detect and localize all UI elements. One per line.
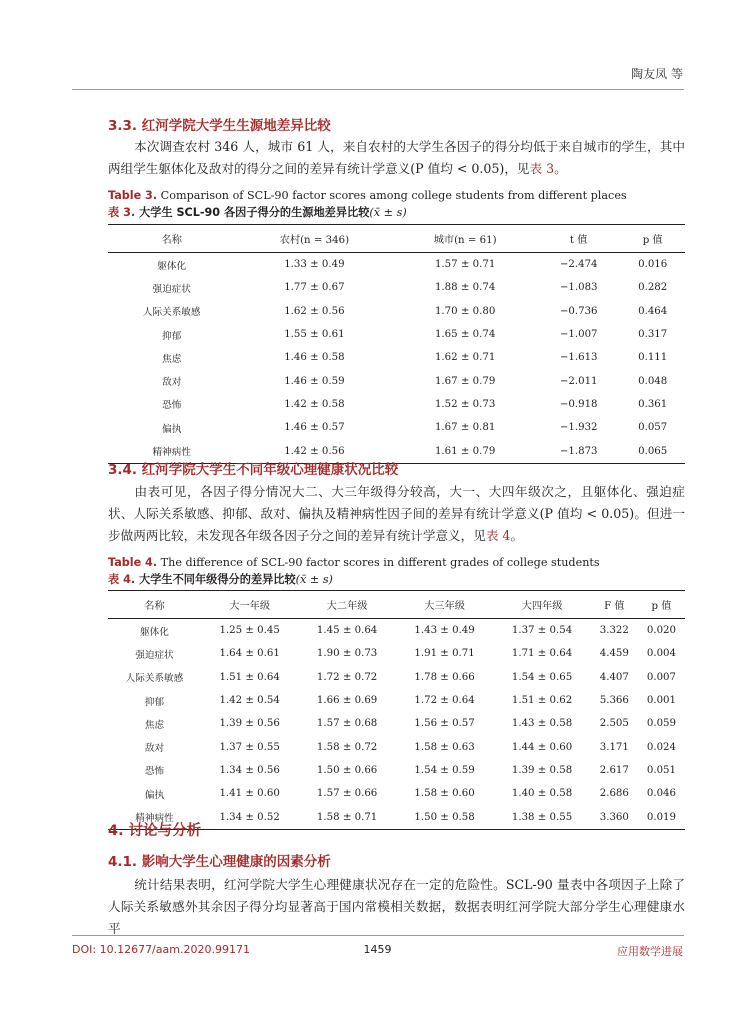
table-cell: 躯体化 [157,260,187,272]
table3-header-cell: t 值 [537,225,620,253]
table-cell: 偏执 [144,789,165,801]
table-cell: 0.004 [646,648,677,660]
table-4-label-zh: 表 4. [108,573,136,586]
table-cell: 4.407 [599,671,629,683]
table-cell: 1.54 ± 0.65 [511,671,573,683]
table3-header-cell: 城市(n = 61) [393,225,537,253]
section-heading-4-1: 4.1. 影响大学生心理健康的因素分析 [108,854,331,870]
table-row [108,346,685,369]
table-3-link[interactable]: 表 3 [529,161,555,176]
table-row [108,619,685,643]
table-cell: 0.046 [646,788,677,800]
table4-header-cell: F 值 [591,591,638,619]
table-cell: 1.42 ± 0.56 [235,439,393,463]
table-cell: 1.40 ± 0.58 [511,788,573,800]
table4-header-cell: 名称 [108,591,201,619]
table-4-label-en: Table 4. [108,556,158,569]
table-cell: 0.016 [638,259,668,271]
table-cell: 1.50 ± 0.58 [396,805,493,829]
table-cell: 1.34 ± 0.56 [219,764,280,776]
footer-page-number: 1459 [363,943,392,956]
paragraph-3-3 [108,136,685,180]
table-3-caption-en [108,189,627,202]
table-row [108,689,685,712]
table4-header-cell: 大二年级 [298,591,395,619]
table-cell: 1.54 ± 0.59 [414,764,475,776]
table-cell: −2.011 [559,375,598,387]
table-cell: 1.57 ± 0.68 [316,718,378,730]
table-row [108,642,685,665]
table-cell: 强迫症状 [152,283,191,295]
footer-rule [72,935,684,936]
table-cell: 1.41 ± 0.60 [219,788,280,800]
table-cell: 1.77 ± 0.67 [284,282,345,294]
table-4-caption-zh [108,571,333,587]
table-4 [108,590,685,830]
table4-header-cell: p 值 [638,591,685,619]
table-cell: 1.46 ± 0.57 [284,422,345,434]
table-3-label-zh: 表 3. [108,206,136,219]
table-3-caption-zh-text: 大学生 SCL-90 各因子得分的生源地差异比较 [135,206,370,219]
table-cell: 0.001 [646,695,677,707]
table-cell: 恐怖 [144,766,165,778]
table-4-body [108,619,685,830]
table-cell: 1.50 ± 0.66 [316,764,378,776]
table-cell: 1.25 ± 0.45 [219,625,280,637]
table-cell: 3.171 [599,741,629,753]
table-cell: 3.360 [591,805,638,829]
table-3 [108,224,685,464]
paragraph-3-4 [108,481,685,547]
table-cell: −1.083 [559,282,598,294]
table-cell: 1.88 ± 0.74 [434,282,496,294]
table-cell: 焦虑 [144,719,165,731]
table-row [108,712,685,735]
table-4-caption-zh-text: 大学生不同年级得分的差异比较 [135,573,296,586]
table-3-caption-zh [108,204,407,220]
table-cell: 恐怖 [162,400,182,412]
table-row [108,393,685,416]
table-cell: 0.024 [646,741,677,753]
table-cell: 0.019 [638,805,685,829]
table-cell: 人际关系敏感 [142,307,201,319]
table-cell: 0.007 [646,671,677,683]
table-4-header-row [108,591,685,619]
table-cell: 人际关系敏感 [125,673,184,685]
section-heading-3-3: 3.3. 红河学院大学生生源地差异比较 [108,118,331,134]
table-cell: 1.57 ± 0.66 [316,788,378,800]
table-cell: 2.617 [599,764,629,776]
table-row [108,759,685,782]
footer-doi[interactable]: DOI: 10.12677/aam.2020.99171 [72,943,250,956]
table-cell: 1.70 ± 0.80 [434,305,496,317]
table-cell: 1.90 ± 0.73 [316,648,378,660]
table-cell: 1.71 ± 0.64 [511,648,573,660]
table-cell: 1.58 ± 0.60 [414,788,475,800]
table-cell: 1.46 ± 0.59 [284,375,345,387]
header-rule [72,89,684,90]
paragraph-3-4-text: 由表可见，各因子得分情况大二、大三年级得分较高，大一、大四年级次之，且躯体化、强迫症状、人际关系敏感、抑郁、敌对、偏执及精神病性因子间的差异有统计学意义(P 值均 < 0.05)。但进一步做两两比较，未发现各年级各因子分之间的差异有统计学意义，见 [108,484,685,543]
section-heading-3-4: 3.4. 红河学院大学生不同年级心理健康状况比较 [108,462,399,478]
running-header-authors: 陶友凤 等 [631,67,683,81]
table-cell: 3.322 [599,625,629,637]
table-3-caption-symbol: (x̄ ± s) [369,206,407,219]
table-cell: 1.64 ± 0.61 [219,648,280,660]
table-cell: 敌对 [162,377,182,389]
table-cell: 2.686 [599,788,629,800]
paragraph-4-1-text: 统计结果表明，红河学院大学生心理健康状况存在一定的危险性。SCL-90 量表中各项因子上除了人际关系敏感外其余因子得分均显著高于国内常模相关数据，数据表明红河学院大部分学生心理健康水平 [108,877,685,936]
table-cell: 1.72 ± 0.72 [316,671,378,683]
table-cell: 0.111 [638,352,668,364]
table-row [108,369,685,392]
table-cell: 0.317 [638,329,668,341]
table-3-caption-en-text: Comparison of SCL-90 factor scores among college students from different places [157,189,627,202]
table-cell: 1.62 ± 0.56 [284,305,345,317]
table-cell: 精神病性 [108,439,235,463]
table-3-header-row [108,225,685,253]
table-cell: 1.67 ± 0.81 [434,422,496,434]
table3-header-cell: 名称 [108,225,235,253]
footer-journal-name[interactable]: 应用数学进展 [617,945,683,958]
table-cell: 1.37 ± 0.55 [219,741,280,753]
paragraph-3-4-end: 。 [510,528,524,543]
table-cell: 1.58 ± 0.71 [298,805,395,829]
table-cell: −1.932 [559,422,598,434]
table-cell: −1.613 [559,352,598,364]
table-cell: −1.873 [537,439,620,463]
table-3-label-en: Table 3. [108,189,158,202]
table-cell: 1.37 ± 0.54 [511,625,573,637]
table-cell: −0.736 [559,305,598,317]
table-cell: 敌对 [144,743,165,755]
table-cell: 1.55 ± 0.61 [284,329,345,341]
table-cell: 抑郁 [144,696,165,708]
table-cell: 1.91 ± 0.71 [414,648,475,660]
table-cell: 1.44 ± 0.60 [511,741,573,753]
table-cell: 强迫症状 [135,649,174,661]
table-cell: 1.51 ± 0.64 [219,671,280,683]
table-cell: 1.39 ± 0.58 [511,764,573,776]
table-cell: 0.051 [646,764,677,776]
table-cell: 1.58 ± 0.72 [316,741,378,753]
table-cell: 1.67 ± 0.79 [434,375,496,387]
table-cell: 1.43 ± 0.49 [414,625,475,637]
table-cell: 0.464 [638,305,668,317]
table-row [108,666,685,689]
table-cell: 1.58 ± 0.63 [414,741,475,753]
table-cell: 0.059 [646,718,677,730]
table-4-link[interactable]: 表 4 [485,528,511,543]
table-cell: 1.72 ± 0.64 [414,695,475,707]
table-cell: 2.505 [599,718,629,730]
table4-header-cell: 大三年级 [396,591,493,619]
table3-header-cell: 农村(n = 346) [235,225,393,253]
table-cell: 1.45 ± 0.64 [316,625,378,637]
table3-header-cell: p 值 [620,225,685,253]
table-4-caption-en [108,556,600,569]
table-row [108,253,685,277]
table-cell: −2.474 [559,259,598,271]
table-cell: 1.42 ± 0.54 [219,695,280,707]
table-cell: −0.918 [559,398,598,410]
table-cell: 精神病性 [108,805,201,829]
table-cell: 1.42 ± 0.58 [284,398,345,410]
table-cell: 1.56 ± 0.57 [414,718,475,730]
paragraph-3-3-end: 。 [554,161,567,176]
table-cell: 1.39 ± 0.56 [219,718,280,730]
table-cell: 偏执 [162,423,182,435]
table-4-caption-symbol: (x̄ ± s) [295,573,333,586]
table-cell: 躯体化 [140,626,169,638]
table4-header-cell: 大四年级 [493,591,590,619]
table-cell: 0.057 [638,422,668,434]
table-row [108,300,685,323]
table-cell: 焦虑 [162,353,182,365]
table-row [108,782,685,805]
table-cell: −1.007 [559,329,598,341]
table-cell: 1.57 ± 0.71 [434,259,496,271]
table-4-caption-en-text: The difference of SCL-90 factor scores in different grades of college students [157,556,600,569]
table-cell: 1.61 ± 0.79 [393,439,537,463]
table-cell: 4.459 [599,648,629,660]
paragraph-4-1 [108,874,685,940]
table-cell: 抑郁 [162,330,182,342]
table-cell: 0.065 [620,439,685,463]
paragraph-3-3-text: 本次调查农村 346 人，城市 61 人，来自农村的大学生各因子的得分均低于来自城市的学生，其中两组学生躯体化及敌对的得分之间的差异有统计学意义(P 值均 < 0.05)，见 [108,139,685,176]
table4-header-cell: 大一年级 [201,591,298,619]
table-cell: 1.65 ± 0.74 [434,329,496,341]
table-cell: 1.51 ± 0.62 [511,695,573,707]
table-cell: 1.78 ± 0.66 [414,671,475,683]
table-cell: 0.048 [638,375,668,387]
table-cell: 1.52 ± 0.73 [434,398,496,410]
table-cell: 1.43 ± 0.58 [511,718,573,730]
table-cell: 0.282 [638,282,668,294]
section-heading-4: 4. 讨论与分析 [108,823,202,839]
table-cell: 1.38 ± 0.55 [493,805,590,829]
table-row [108,323,685,346]
table-cell: 0.020 [646,625,677,637]
table-3-body [108,253,685,464]
table-row [108,735,685,758]
table-row [108,276,685,299]
table-cell: 1.62 ± 0.71 [434,352,496,364]
table-cell: 1.66 ± 0.69 [316,695,378,707]
table-cell: 5.366 [599,695,629,707]
table-cell: 1.46 ± 0.58 [284,352,345,364]
table-cell: 1.34 ± 0.52 [201,805,298,829]
table-cell: 0.361 [638,398,668,410]
table-row [108,416,685,439]
table-cell: 1.33 ± 0.49 [284,259,345,271]
